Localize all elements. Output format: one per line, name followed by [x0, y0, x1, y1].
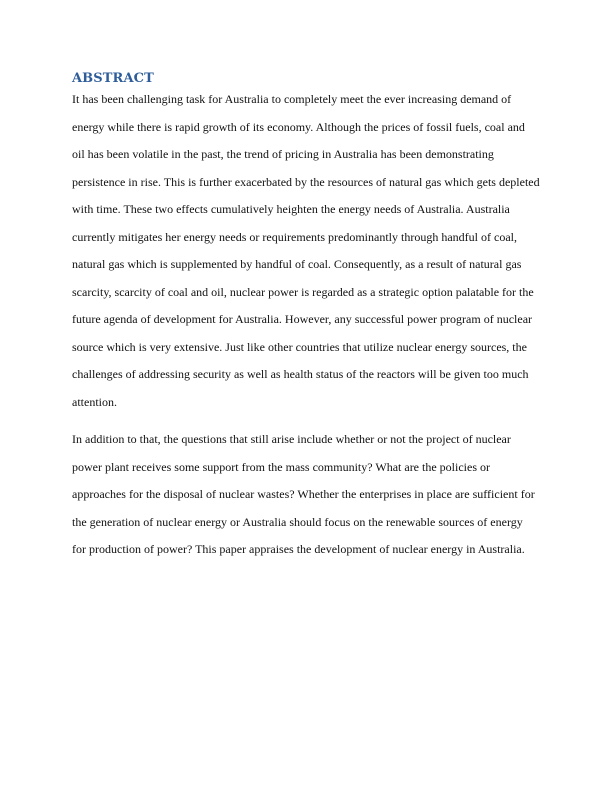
text-line: attention.	[72, 395, 117, 409]
text-line: persistence in rise. This is further exacerbated by the resources of natural gas which gets depleted	[72, 175, 540, 189]
text-line: energy while there is rapid growth of its economy. Although the prices of fossil fuels, coal and	[72, 120, 525, 134]
text-line: future agenda of development for Australia. However, any successful power program of nuclear	[72, 312, 533, 326]
text-line: scarcity, scarcity of coal and oil, nuclear power is regarded as a strategic option palatable for the	[72, 285, 534, 299]
text-line: natural gas which is supplemented by handful of coal. Consequently, as a result of natural gas	[72, 257, 522, 271]
text-line: currently mitigates her energy needs or requirements predominantly through handful of coal,	[72, 230, 517, 244]
text-line: the generation of nuclear energy or Australia should focus on the renewable sources of energy	[72, 515, 523, 529]
text-line: approaches for the disposal of nuclear wastes? Whether the enterprises in place are sufficient for	[72, 487, 535, 501]
text-line: oil has been volatile in the past, the trend of pricing in Australia has been demonstrating	[72, 147, 494, 161]
text-line: with time. These two effects cumulatively heighten the energy needs of Australia. Australia	[72, 202, 510, 216]
text-line: source which is very extensive. Just like other countries that utilize nuclear energy sources, the	[72, 340, 527, 354]
text-line: challenges of addressing security as well as health status of the reactors will be given too much	[72, 367, 529, 381]
text-line: In addition to that, the questions that still arise include whether or not the project of nuclear	[72, 432, 511, 446]
abstract-heading: ABSTRACT	[72, 71, 154, 86]
text-line: for production of power? This paper appraises the development of nuclear energy in Australia.	[72, 542, 525, 556]
text-line: It has been challenging task for Australia to completely meet the ever increasing demand of	[72, 92, 512, 106]
text-line: power plant receives some support from the mass community? What are the policies or	[72, 460, 490, 474]
